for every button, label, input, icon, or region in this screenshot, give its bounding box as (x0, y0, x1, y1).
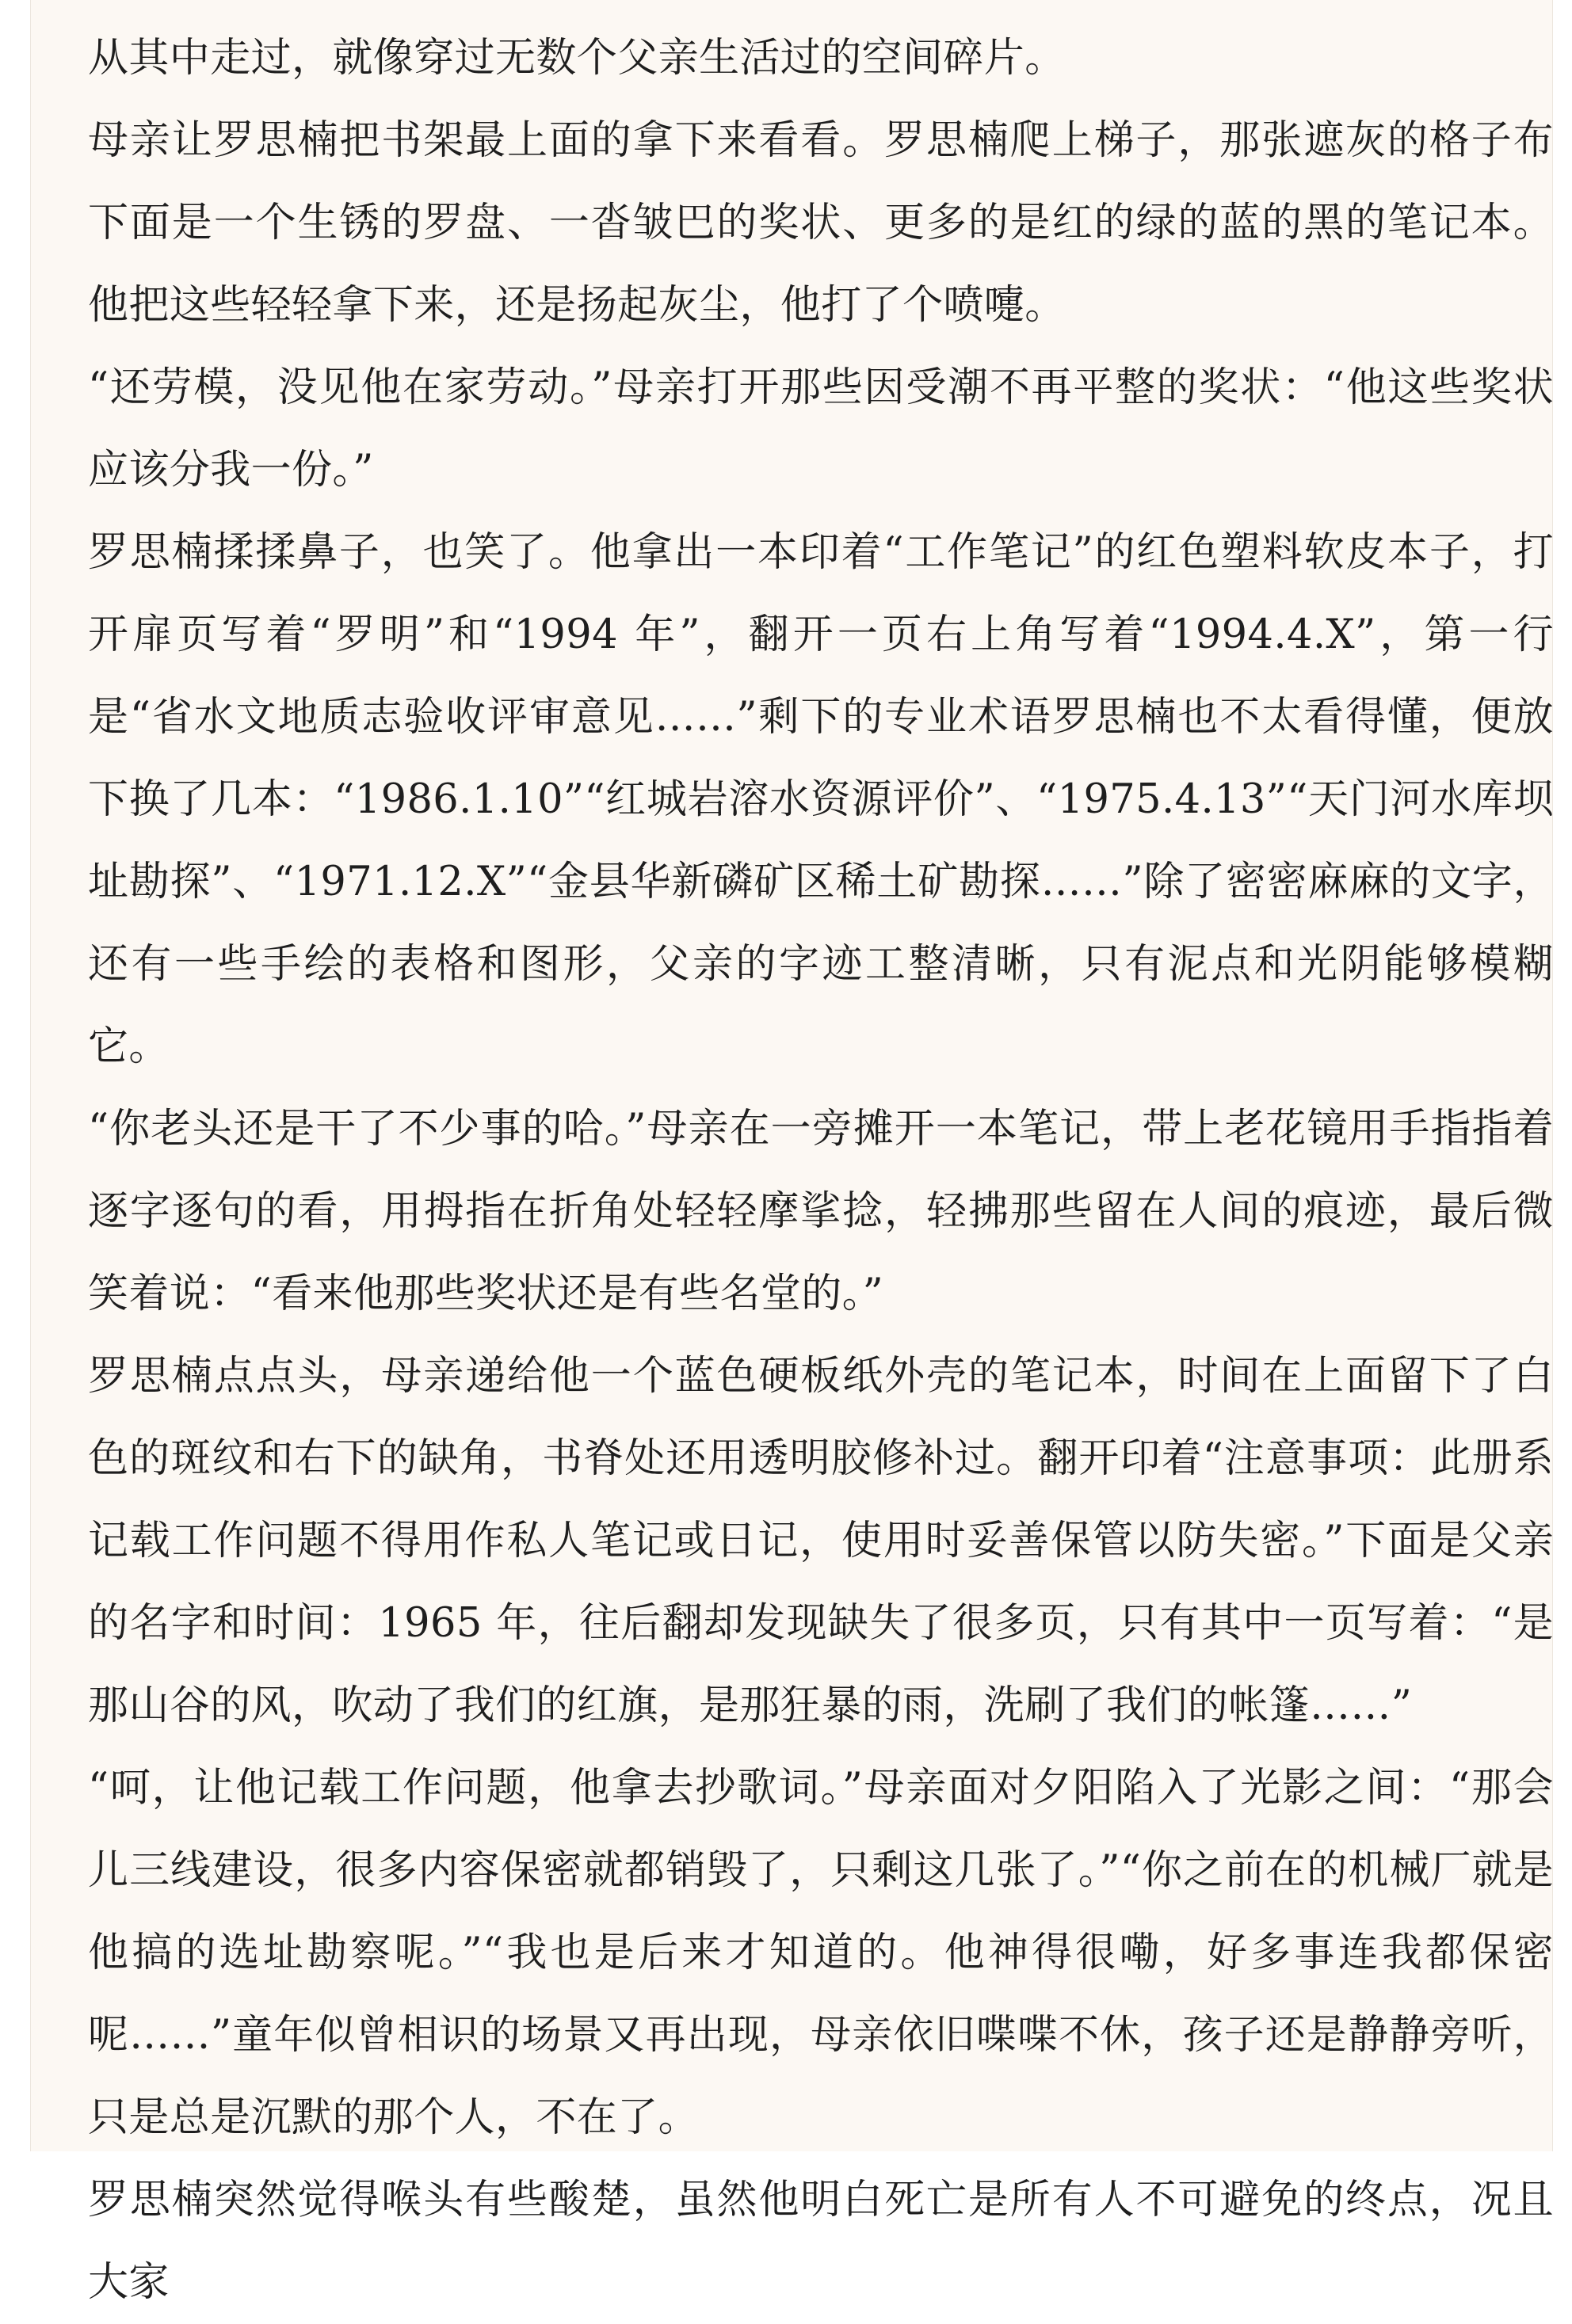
paragraph: 罗思楠突然觉得喉头有些酸楚，虽然他明白死亡是所有人不可避免的终点，况且大家 (88, 2177, 1554, 2306)
paragraph: “呵，让他记载工作问题，他拿去抄歌词。”母亲面对夕阳陷入了光影之间：“那会儿三线建设，很多内容保密就都销毁了，只剩这几张了。”“你之前在的机械厂就是他搞的选址勘察呢。”“我也是后来才知道的。他神得很嘞，好多事连我都保密呢……”童年似曾相识的场景又再出现，母亲依旧喋喋不休，孩子还是静静旁听，只是总是沉默的那个人，不在了。 (88, 1765, 1554, 2141)
paragraph: “还劳模，没见他在家劳动。”母亲打开那些因受潮不再平整的奖状：“他这些奖状应该分我一份。” (88, 364, 1554, 493)
paragraph: 罗思楠揉揉鼻子，也笑了。他拿出一本印着“工作笔记”的红色塑料软皮本子，打开扉页写着“罗明”和“1994 年”，翻开一页右上角写着“1994.4.X”，第一行是“省水文地质志验收评审意见……”剩下的专业术语罗思楠也不太看得懂，便放下换了几本：“1986.1.10”“红城岩溶水资源评价”、“1975.4.13”“天门河水库坝址勘探”、“1971.12.X”“金县华新磷矿区稀土矿勘探……”除了密密麻麻的文字，还有一些手绘的表格和图形，父亲的字迹工整清晰，只有泥点和光阴能够模糊它。 (88, 529, 1554, 1070)
paragraph: 母亲让罗思楠把书架最上面的拿下来看看。罗思楠爬上梯子，那张遮灰的格子布下面是一个生锈的罗盘、一沓皱巴的奖状、更多的是红的绿的蓝的黑的笔记本。他把这些轻轻拿下来，还是扬起灰尘，他打了个喷嚏。 (88, 117, 1554, 329)
document-page (30, 0, 1554, 2306)
paragraph: 从其中走过，就像穿过无数个父亲生活过的空间碎片。 (88, 35, 1066, 82)
document-body (88, 17, 1554, 2324)
paragraph: “你老头还是干了不少事的哈。”母亲在一旁摊开一本笔记，带上老花镜用手指指着逐字逐句的看，用拇指在折角处轻轻摩挲捻，轻拂那些留在人间的痕迹，最后微笑着说：“看来他那些奖状还是有些名堂的。” (88, 1106, 1554, 1317)
paragraph: 罗思楠点点头，母亲递给他一个蓝色硬板纸外壳的笔记本，时间在上面留下了白色的斑纹和右下的缺角，书脊处还用透明胶修补过。翻开印着“注意事项：此册系记载工作问题不得用作私人笔记或日记，使用时妥善保管以防失密。”下面是父亲的名字和时间：1965 年，往后翻却发现缺失了很多页，只有其中一页写着：“是那山谷的风，吹动了我们的红旗，是那狂暴的雨，洗刷了我们的帐篷……” (88, 1353, 1554, 1729)
